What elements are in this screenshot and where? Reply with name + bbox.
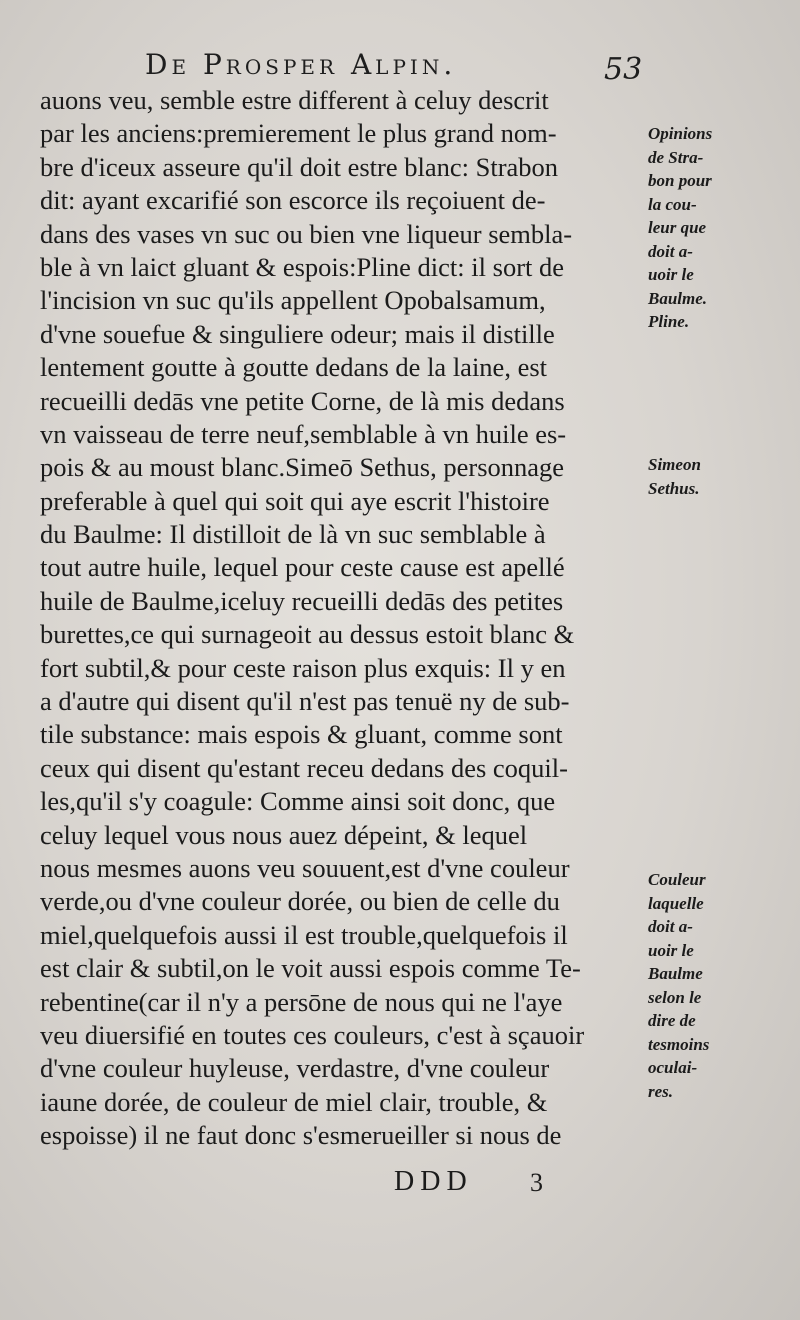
text-line: espoisse) il ne faut donc s'esmerueiller si nous de xyxy=(40,1120,562,1151)
text-line: est clair & subtil,on le voit aussi espois comme Te- xyxy=(40,953,581,984)
note-line: laquelle xyxy=(648,893,704,913)
note-line: oculai- xyxy=(648,1058,698,1077)
text-line: par les anciens:premierement le plus grand nom- xyxy=(40,118,557,149)
text-line: bre d'iceux asseure qu'il doit estre blanc: Strabon xyxy=(40,151,559,182)
margin-note-couleur xyxy=(648,868,796,1103)
text-line: fort subtil,& pour ceste raison plus exquis: Il y en xyxy=(40,652,566,683)
text-line: auons veu, semble estre different à celuy descrit xyxy=(40,85,549,115)
text-line: dit: ayant excarifié son escorce ils reçoiuent de- xyxy=(40,185,546,216)
text-line: recueilli dedās vne petite Corne, de là mis dedans xyxy=(40,385,565,416)
note-line: bon pour xyxy=(648,171,712,190)
note-line: dire de xyxy=(648,1011,696,1030)
text-line: rebentine(car il n'y a persōne de nous qui ne l'aye xyxy=(40,986,563,1017)
text-line: celuy lequel vous nous auez dépeint, & lequel xyxy=(40,819,528,850)
note-line: Baulme. xyxy=(648,288,708,308)
text-line: tile substance: mais espois & gluant, comme sont xyxy=(40,719,563,750)
note-line: tesmoins xyxy=(648,1034,710,1054)
text-line: ble à vn laict gluant & espois:Pline dict: il sort de xyxy=(40,251,565,282)
text-line: burettes,ce qui surnageoit au dessus estoit blanc & xyxy=(40,619,575,650)
note-line: uoir le xyxy=(648,265,694,284)
text-line: pois & au moust blanc.Simeō Sethus, personnage xyxy=(40,452,565,483)
note-line: leur que xyxy=(648,218,707,237)
text-line: preferable à quel qui soit qui aye escrit l'histoire xyxy=(40,485,550,516)
note-line: Couleur xyxy=(648,870,706,889)
text-line: a d'autre qui disent qu'il n'est pas tenuë ny de sub- xyxy=(40,686,570,717)
page-number: 53 xyxy=(604,52,643,87)
note-line: doit a- xyxy=(648,241,693,261)
text-line: dans des vases vn suc ou bien vne liqueur sembla- xyxy=(40,218,573,249)
text-line: d'vne souefue & singuliere odeur; mais il distille xyxy=(40,318,555,349)
text-line: d'vne couleur huyleuse, verdastre, d'vne couleur xyxy=(40,1053,550,1084)
text-line: tout autre huile, lequel pour ceste cause est apellé xyxy=(40,552,565,583)
note-line: Baulme xyxy=(648,964,703,983)
text-line: nous mesmes auons veu souuent,est d'vne couleur xyxy=(40,852,570,883)
margin-note-simeon xyxy=(648,453,796,500)
note-line: la cou- xyxy=(648,194,697,214)
text-line: vn vaisseau de terre neuf,semblable à vn huile es- xyxy=(40,418,567,449)
note-line: res. xyxy=(648,1081,674,1101)
note-line: doit a- xyxy=(648,917,693,936)
note-line: de Stra- xyxy=(648,147,704,167)
note-line: Sethus. xyxy=(648,478,700,498)
note-line: Pline. xyxy=(648,312,690,331)
text-line: verde,ou d'vne couleur dorée, ou bien de celle du xyxy=(40,886,560,917)
text-line: veu diuersifié en toutes ces couleurs, c'est à sçauoir xyxy=(40,1019,585,1050)
text-line: iaune dorée, de couleur de miel clair, trouble, & xyxy=(40,1086,548,1117)
gathering-number: 3 xyxy=(530,1168,543,1197)
note-line: Opinions xyxy=(648,124,713,143)
text-line: du Baulme: Il distilloit de là vn suc semblable à xyxy=(40,519,546,550)
note-line: Simeon xyxy=(648,455,701,474)
main-text-block xyxy=(40,84,655,1153)
note-line: uoir le xyxy=(648,940,694,960)
margin-note-strabon xyxy=(648,122,796,334)
text-line: ceux qui disent qu'estant receu dedans des coquil- xyxy=(40,752,568,783)
text-line: lentement goutte à goutte dedans de la laine, est xyxy=(40,352,548,383)
running-head: De Prosper Alpin. xyxy=(145,48,457,81)
note-line: selon le xyxy=(648,987,702,1007)
text-line: huile de Baulme,iceluy recueilli dedās des petites xyxy=(40,585,564,616)
signature-mark: DDD xyxy=(394,1166,473,1197)
text-line: miel,quelquefois aussi il est trouble,quelquefois il xyxy=(40,919,568,950)
text-line: les,qu'il s'y coagule: Comme ainsi soit donc, que xyxy=(40,786,556,817)
text-line: l'incision vn suc qu'ils appellent Opobalsamum, xyxy=(40,285,546,316)
